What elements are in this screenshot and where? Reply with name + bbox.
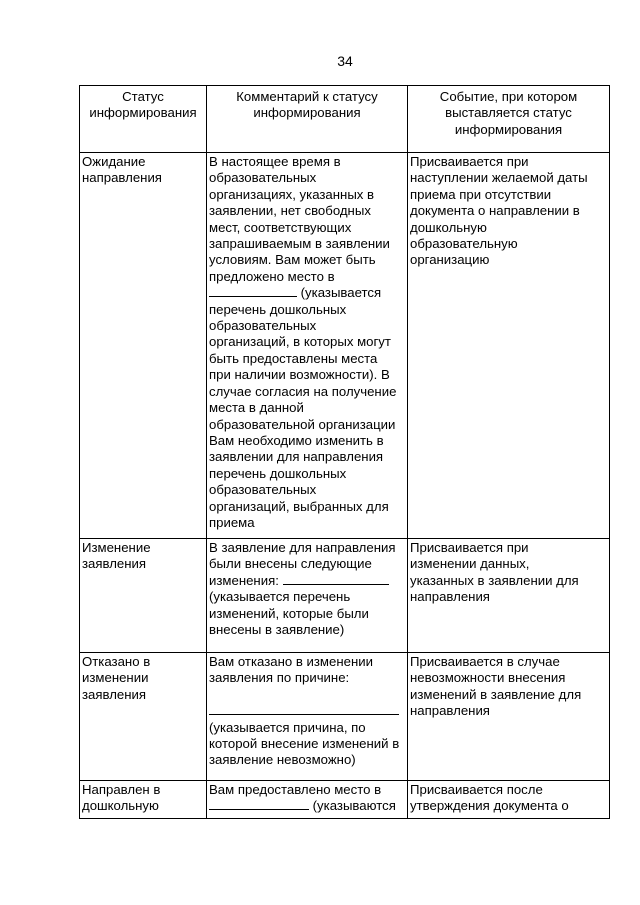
comment-cell: В настоящее время в образовательных организациях, указанных в заявлении, нет свободных мест, соответствующих запрашиваемым в заявлении условиям. Вам может быть предложено место в (указывается перечень дошкольных образовательных организаций, в которых могут быть предоставлены места при наличии возможности). В случае согласия на получение места в данной образовательной организации Вам необходимо изменить в заявлении для направления перечень дошкольных образовательных организаций, выбранных для приема bbox=[207, 153, 408, 539]
comment-cell: Вам отказано в изменении заявления по причине: (указывается причина, по которой внесение изменений в заявление невозможно) bbox=[207, 653, 408, 781]
blank-fill-line bbox=[209, 296, 297, 297]
header-event: Событие, при котором выставляется статус информирования bbox=[408, 86, 610, 153]
status-cell: Отказано в изменении заявления bbox=[80, 653, 207, 781]
status-cell: Направлен в дошкольную bbox=[80, 781, 207, 819]
blank-fill-line bbox=[209, 714, 399, 715]
status-cell: Изменение заявления bbox=[80, 539, 207, 653]
event-cell: Присваивается при наступлении желаемой даты приема при отсутствии документа о направлении в дошкольную образовательную организацию bbox=[408, 153, 610, 539]
header-status: Статус информирования bbox=[80, 86, 207, 153]
status-cell: Ожидание направления bbox=[80, 153, 207, 539]
page-number: 34 bbox=[337, 53, 353, 69]
table-row bbox=[80, 539, 610, 653]
table-row bbox=[80, 781, 610, 819]
blank-fill-line bbox=[283, 584, 389, 585]
blank-fill-line bbox=[209, 809, 309, 810]
comment-cell: В заявление для направления были внесены следующие изменения: (указывается перечень изменений, которые были внесены в заявление) bbox=[207, 539, 408, 653]
header-comment: Комментарий к статусу информирования bbox=[207, 86, 408, 153]
status-table bbox=[79, 85, 610, 819]
table-header-row bbox=[80, 86, 610, 153]
event-cell: Присваивается при изменении данных, указанных в заявлении для направления bbox=[408, 539, 610, 653]
comment-cell: Вам предоставлено место в (указываются bbox=[207, 781, 408, 819]
table-row bbox=[80, 653, 610, 781]
table-row bbox=[80, 153, 610, 539]
event-cell: Присваивается в случае невозможности внесения изменений в заявление для направления bbox=[408, 653, 610, 781]
event-cell: Присваивается после утверждения документа о bbox=[408, 781, 610, 819]
